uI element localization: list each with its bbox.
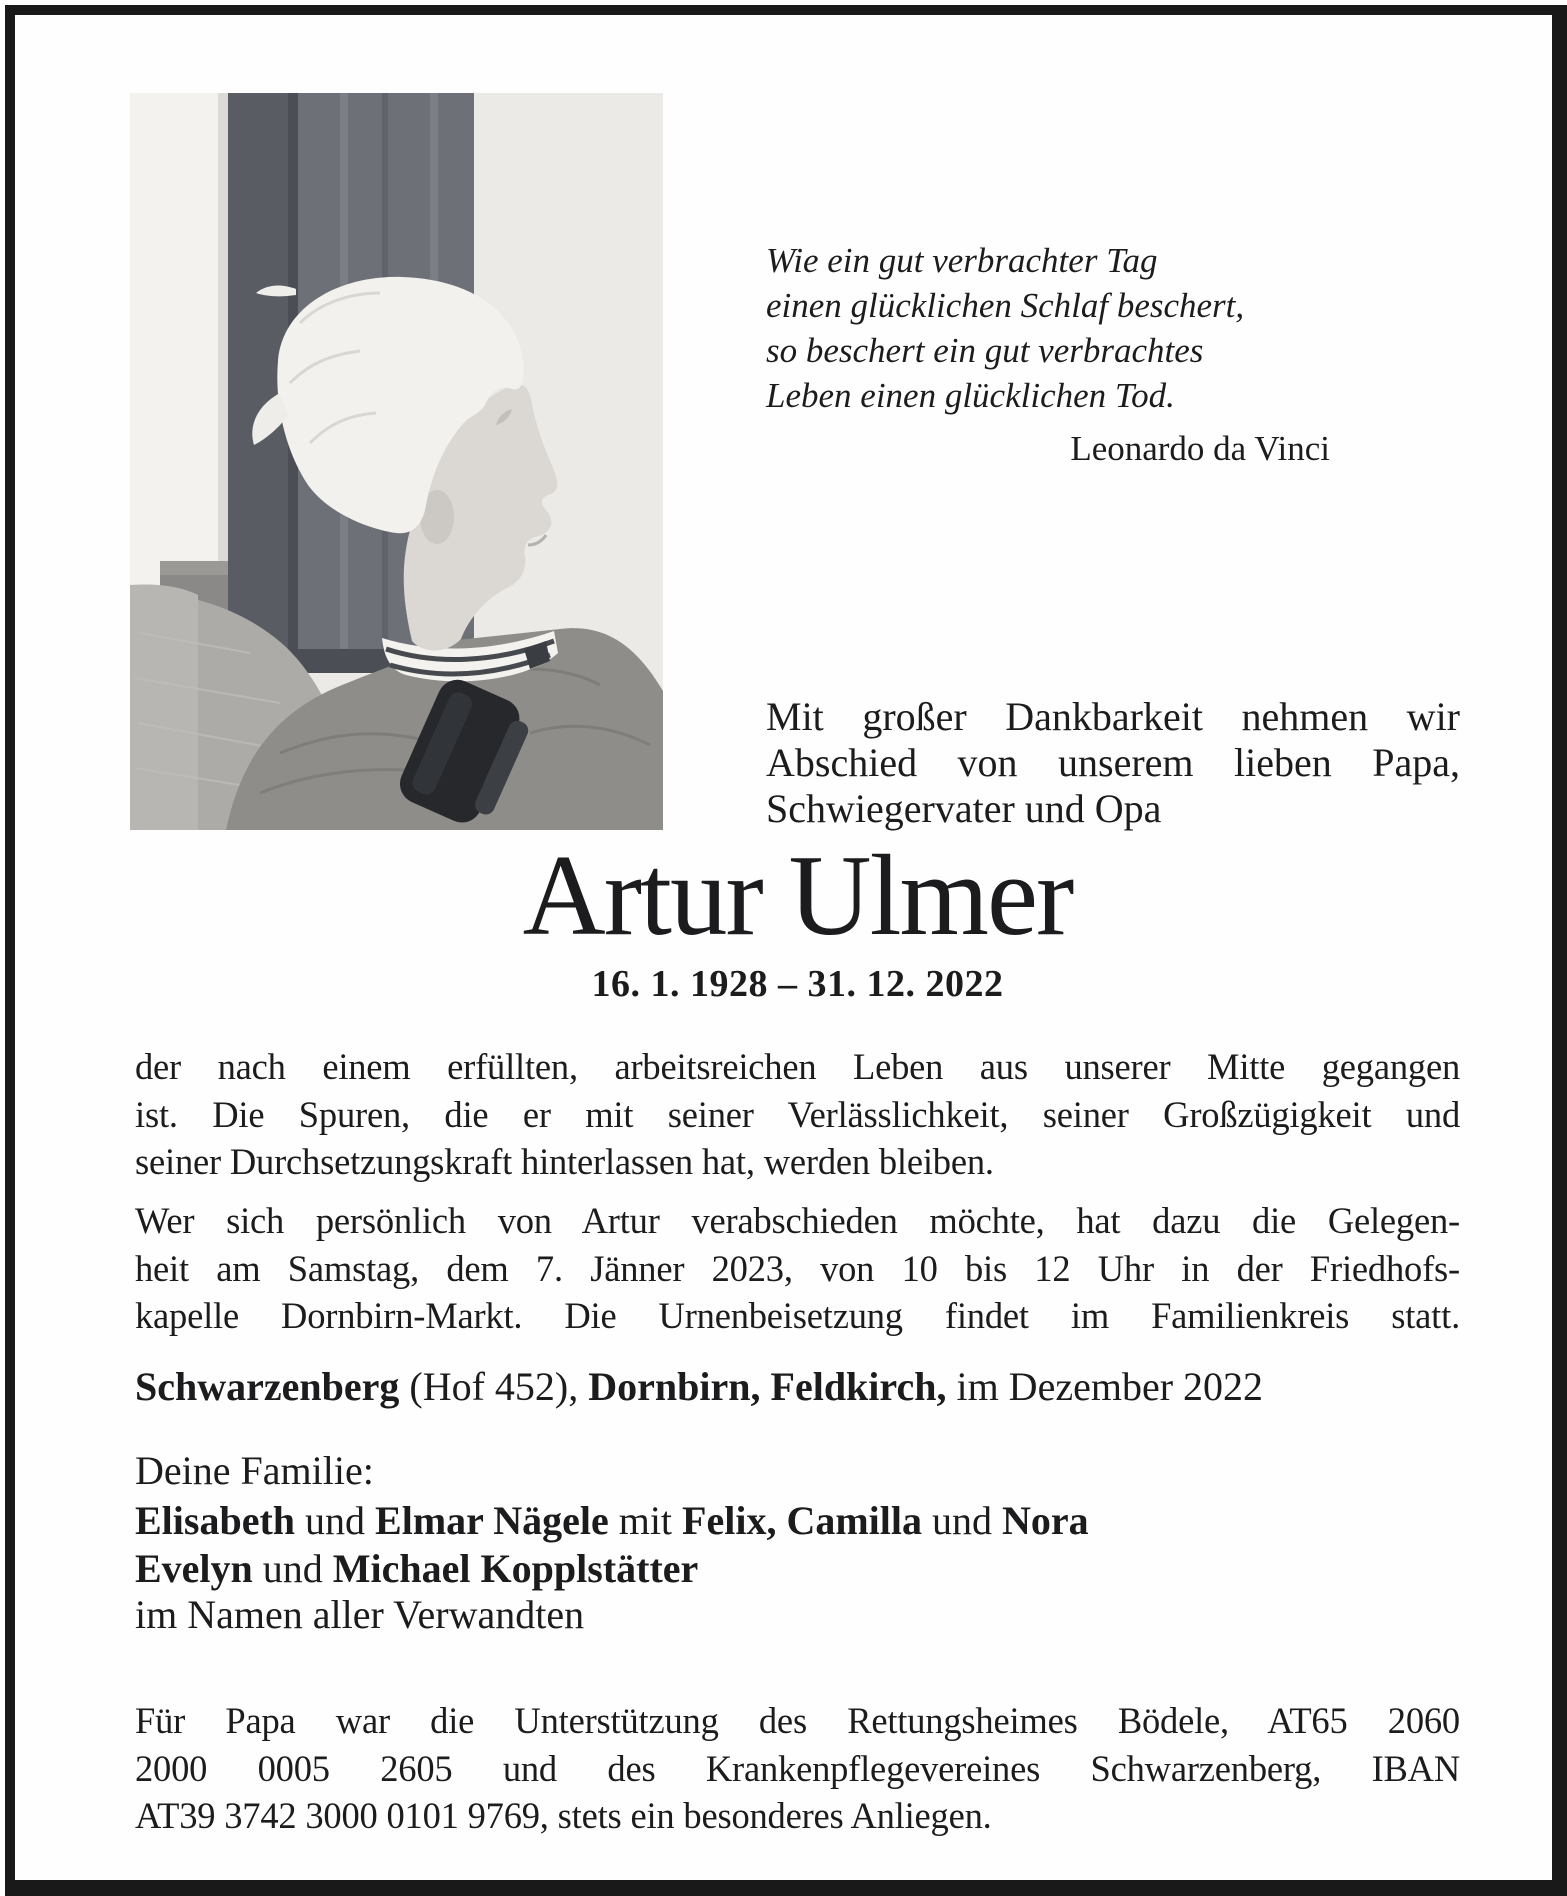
quote-line: einen glücklichen Schlaf beschert, bbox=[766, 286, 1245, 325]
signoff-detail: (Hof 452), bbox=[399, 1364, 589, 1409]
farewell-intro bbox=[766, 694, 1460, 832]
quote-attribution: Leonardo da Vinci bbox=[1070, 429, 1330, 468]
obituary-paragraph-2 bbox=[135, 1197, 1460, 1340]
obituary-line: kapelle Dornbirn-Markt. Die Urnenbeisetzung findet im Familienkreis statt. bbox=[135, 1295, 1460, 1336]
donation-line: AT39 3742 3000 0101 9769, stets ein besonderes Anliegen. bbox=[135, 1795, 992, 1836]
signoff-date: im Dezember 2022 bbox=[946, 1364, 1264, 1409]
family-line-2 bbox=[135, 1545, 1460, 1592]
obituary-line: Wer sich persönlich von Artur verabschieden möchte, hat dazu die Gelegen- bbox=[135, 1200, 1460, 1241]
quote-line: so beschert ein gut verbrachtes bbox=[766, 331, 1204, 370]
quote-line: Leben einen glücklichen Tod. bbox=[766, 376, 1175, 415]
obituary-line: seiner Durchsetzungskraft hinterlassen hat, werden bleiben. bbox=[135, 1141, 994, 1182]
deceased-name: Artur Ulmer bbox=[522, 832, 1073, 959]
donation-line: 2000 0005 2605 und des Krankenpflegevereines Schwarzenberg, IBAN bbox=[135, 1747, 1460, 1789]
farewell-intro-line: Mit großer Dankbarkeit nehmen wir bbox=[766, 694, 1460, 739]
family-closing: im Namen aller Verwandten bbox=[135, 1592, 585, 1637]
family-name: Nora bbox=[1002, 1498, 1089, 1543]
obituary-line: ist. Die Spuren, die er mit seiner Verlässlichkeit, seiner Großzügigkeit und bbox=[135, 1093, 1460, 1135]
signoff-line bbox=[135, 1363, 1460, 1410]
obituary-line: heit am Samstag, dem 7. Jänner 2023, von 10 bis 12 Uhr in der Friedhofs- bbox=[135, 1247, 1460, 1289]
farewell-intro-line: Abschied von unserem lieben Papa, bbox=[766, 740, 1460, 785]
family-name: Elisabeth bbox=[135, 1498, 296, 1543]
signoff-place: Schwarzenberg bbox=[135, 1364, 400, 1409]
family-connector: und bbox=[295, 1498, 376, 1543]
obituary-paragraph-1 bbox=[135, 1043, 1460, 1186]
portrait-photo bbox=[130, 93, 663, 830]
family-line-1 bbox=[135, 1497, 1460, 1544]
quote-block bbox=[766, 238, 1330, 471]
quote-line: Wie ein gut verbrachter Tag bbox=[766, 241, 1158, 280]
portrait-photo-illustration bbox=[130, 93, 663, 830]
family-connector: und bbox=[252, 1546, 333, 1591]
family-connector: mit bbox=[608, 1498, 683, 1543]
family-name: Felix, Camilla bbox=[682, 1498, 923, 1543]
signoff-places: Dornbirn, Feldkirch, bbox=[588, 1364, 947, 1409]
family-name: Michael Kopplstätter bbox=[332, 1546, 699, 1591]
family-name: Elmar Nägele bbox=[375, 1498, 609, 1543]
obituary-line: der nach einem erfüllten, arbeitsreichen Leben aus unserer Mitte gegangen bbox=[135, 1046, 1460, 1087]
family-connector: und bbox=[922, 1498, 1003, 1543]
family-heading: Deine Familie: bbox=[135, 1448, 374, 1493]
farewell-intro-line: Schwiegervater und Opa bbox=[766, 786, 1162, 831]
family-name: Evelyn bbox=[135, 1546, 253, 1591]
donation-line: Für Papa war die Unterstützung des Rettungsheimes Bödele, AT65 2060 bbox=[135, 1700, 1460, 1741]
donation-paragraph bbox=[135, 1697, 1460, 1840]
life-dates: 16. 1. 1928 – 31. 12. 2022 bbox=[591, 963, 1004, 1005]
